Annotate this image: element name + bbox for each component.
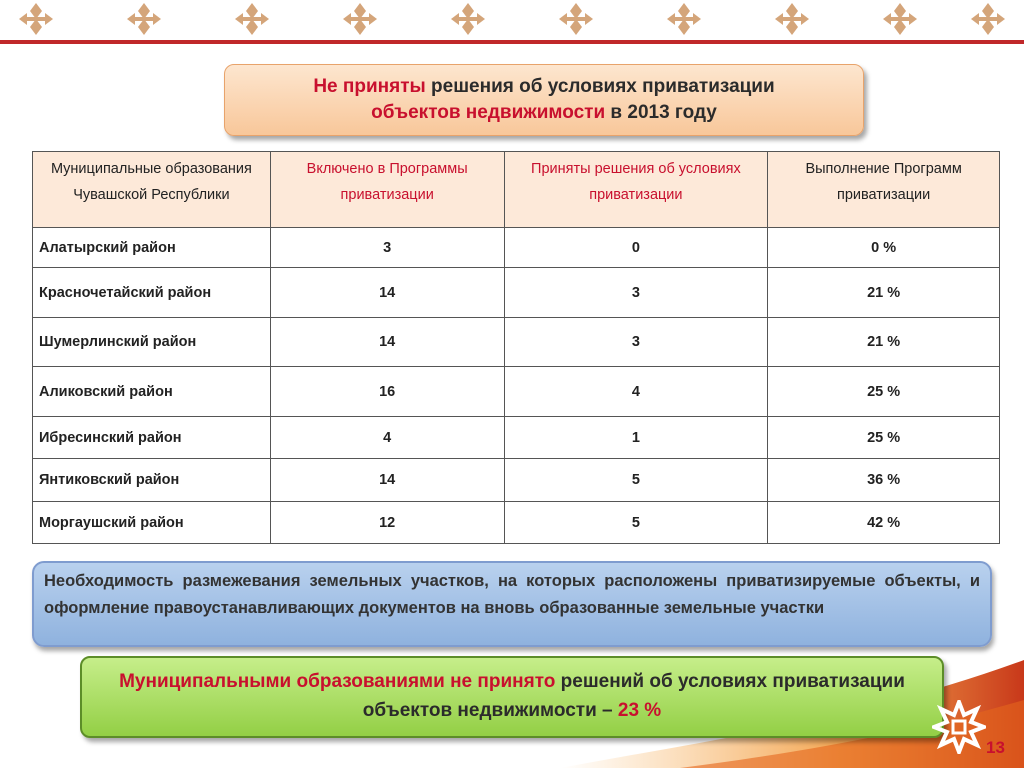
- table-row: [33, 318, 1000, 367]
- row-execution: 21 %: [768, 268, 1000, 318]
- row-included: 14: [270, 459, 504, 502]
- row-name: Янтиковский район: [33, 459, 271, 502]
- row-decided: 5: [504, 502, 768, 544]
- table-row: [33, 228, 1000, 268]
- row-name: Ибресинский район: [33, 417, 271, 459]
- row-execution: 21 %: [768, 318, 1000, 367]
- row-decided: 0: [504, 228, 768, 268]
- row-execution: 42 %: [768, 502, 1000, 544]
- row-execution: 36 %: [768, 459, 1000, 502]
- row-included: 4: [270, 417, 504, 459]
- header-included: Включено в Программы приватизации: [270, 152, 504, 228]
- row-included: 14: [270, 268, 504, 318]
- row-included: 14: [270, 318, 504, 367]
- table-row: [33, 367, 1000, 417]
- chuvash-ornament-icon: [662, 2, 706, 36]
- chuvash-ornament-icon: [338, 2, 382, 36]
- table-row: [33, 268, 1000, 318]
- conclusion-percent: 23 %: [617, 700, 662, 721]
- row-decided: 1: [504, 417, 768, 459]
- row-execution: 25 %: [768, 367, 1000, 417]
- chuvash-ornament-icon: [14, 2, 58, 36]
- chuvash-ornament-icon: [230, 2, 274, 36]
- row-name: Моргаушский район: [33, 502, 271, 544]
- row-name: Шумерлинский район: [33, 318, 271, 367]
- page-number: 13: [986, 738, 1005, 757]
- conclusion-text: решений об условиях приватизации объектов недвижимости –: [362, 671, 905, 721]
- table-row: [33, 417, 1000, 459]
- row-included: 3: [270, 228, 504, 268]
- row-name: Красночетайский район: [33, 268, 271, 318]
- slide-title: [224, 64, 864, 136]
- header-municipality: Муниципальные образования Чувашской Республики: [33, 152, 271, 228]
- chuvash-ornament-icon: [446, 2, 490, 36]
- chuvash-star-icon: [932, 700, 986, 754]
- row-decided: 4: [504, 367, 768, 417]
- header-execution: Выполнение Программ приватизации: [768, 152, 1000, 228]
- row-decided: 5: [504, 459, 768, 502]
- note-box: [32, 561, 992, 647]
- row-execution: 0 %: [768, 228, 1000, 268]
- ornament-band: [0, 0, 1024, 38]
- row-decided: 3: [504, 318, 768, 367]
- title-text: в 2013 году: [605, 102, 717, 123]
- chuvash-ornament-icon: [966, 2, 1010, 36]
- conclusion-box: [80, 656, 944, 738]
- note-text: Необходимость размежевания земельных участков, на которых расположены приватизируемые объекты, и оформление правоустанавливающих документов на вновь образованные земельные участки: [44, 572, 980, 617]
- header-divider: [0, 40, 1024, 44]
- row-included: 12: [270, 502, 504, 544]
- table-row: [33, 502, 1000, 544]
- chuvash-ornament-icon: [878, 2, 922, 36]
- header-decided: Приняты решения об условиях приватизации: [504, 152, 768, 228]
- privatization-table: [32, 151, 1000, 544]
- chuvash-ornament-icon: [770, 2, 814, 36]
- row-name: Аликовский район: [33, 367, 271, 417]
- table-header-row: [33, 152, 1000, 228]
- row-decided: 3: [504, 268, 768, 318]
- title-highlight: объектов недвижимости: [371, 102, 606, 123]
- chuvash-ornament-icon: [554, 2, 598, 36]
- title-text: решения об условиях приватизации: [425, 76, 775, 97]
- table-row: [33, 459, 1000, 502]
- row-name: Алатырский район: [33, 228, 271, 268]
- row-execution: 25 %: [768, 417, 1000, 459]
- conclusion-highlight: Муниципальными образованиями не принято: [119, 671, 556, 692]
- title-highlight: Не приняты: [313, 76, 426, 97]
- chuvash-ornament-icon: [122, 2, 166, 36]
- row-included: 16: [270, 367, 504, 417]
